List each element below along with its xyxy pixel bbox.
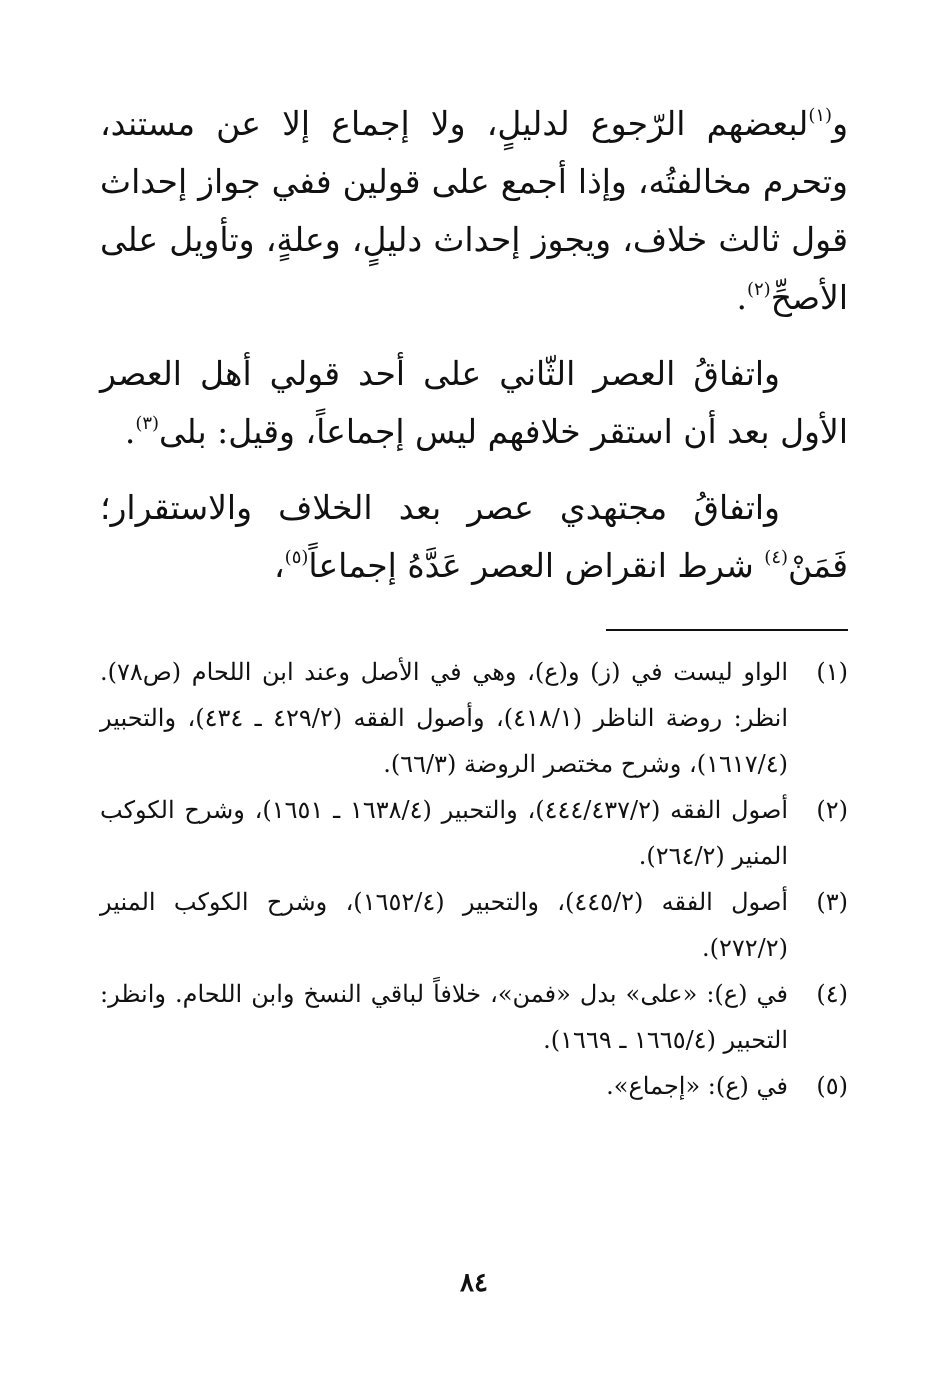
footnote-ref-5[interactable]: (٥) (284, 547, 309, 568)
paragraph-1-text: لبعضهم الرّجوع لدليلٍ، ولا إجماع إلا عن مستند، وتحرم مخالفتُه، وإذا أجمع على قولين ففي جواز إحداث قول ثالث خلاف، ويجوز إحداث دليلٍ، وعلةٍ، وتأويل على الأصحِّ (100, 104, 848, 317)
footnote-text: أصول الفقه (٤٤٤/٤٣٧/٢)، والتحبير (١٦٣٨/٤ ـ ١٦٥١)، وشرح الكوكب المنير (٢٦٤/٢). (100, 796, 788, 870)
paragraph-2 (100, 345, 848, 461)
footnote-number: (٢) (816, 796, 848, 824)
footnote-4 (100, 971, 848, 1063)
footnote-text: أصول الفقه (٤٤٥/٢)، والتحبير (١٦٥٢/٤)، وشرح الكوكب المنير (٢٧٢/٢). (100, 888, 789, 962)
paragraph-1-prefix: و (832, 104, 848, 143)
footnotes-list (100, 649, 848, 1109)
footnote-number: (١) (816, 658, 848, 686)
paragraph-3-end: ، (274, 546, 285, 585)
footnote-2 (100, 787, 848, 879)
footnote-text: في (ع): «على» بدل «فمن»، خلافاً لباقي النسخ وابن اللحام. وانظر: التحبير (١٦٦٥/٤ ـ ١٦٦٩). (100, 980, 788, 1054)
paragraph-1-end: . (736, 278, 747, 317)
footnote-ref-3[interactable]: (٣) (135, 413, 160, 434)
footnote-ref-4[interactable]: (٤) (764, 547, 789, 568)
footnote-text: الواو ليست في (ز) و(ع)، وهي في الأصل وعند ابن اللحام (ص٧٨). انظر: روضة الناظر (٤١٨/١)، وأصول الفقه (٤٢٩/٢ ـ ٤٣٤)، والتحبير (١٦١٧/٤)، وشرح مختصر الروضة (٦٦/٣). (100, 658, 788, 778)
footnote-ref-1[interactable]: (١) (808, 105, 833, 126)
footnote-text: في (ع): «إجماع». (606, 1072, 788, 1100)
footnote-3 (100, 879, 848, 971)
main-text (100, 95, 848, 595)
paragraph-3-text-a: واتفاقُ مجتهدي عصر بعد الخلاف والاستقرار؛ فَمَنْ (100, 488, 848, 585)
book-page (100, 95, 848, 1394)
footnote-ref-2[interactable]: (٢) (746, 279, 771, 300)
footnote-number: (٤) (816, 980, 848, 1008)
paragraph-1 (100, 95, 848, 327)
page-number: ٨٤ (460, 1268, 488, 1298)
footnote-5 (100, 1063, 848, 1109)
paragraph-3-text-b: شرط انقراض العصر عَدَّهُ إجماعاً (308, 546, 765, 585)
footnote-number: (٣) (816, 888, 848, 916)
footnote-separator (606, 629, 848, 631)
footnote-number: (٥) (816, 1072, 848, 1100)
paragraph-2-end: . (124, 412, 136, 451)
paragraph-2-text: واتفاقُ العصر الثّاني على أحد قولي أهل العصر الأول بعد أن استقر خلافهم ليس إجماعاً، وقيل: بلى (100, 354, 848, 451)
paragraph-3 (100, 479, 848, 595)
footnote-1 (100, 649, 848, 787)
